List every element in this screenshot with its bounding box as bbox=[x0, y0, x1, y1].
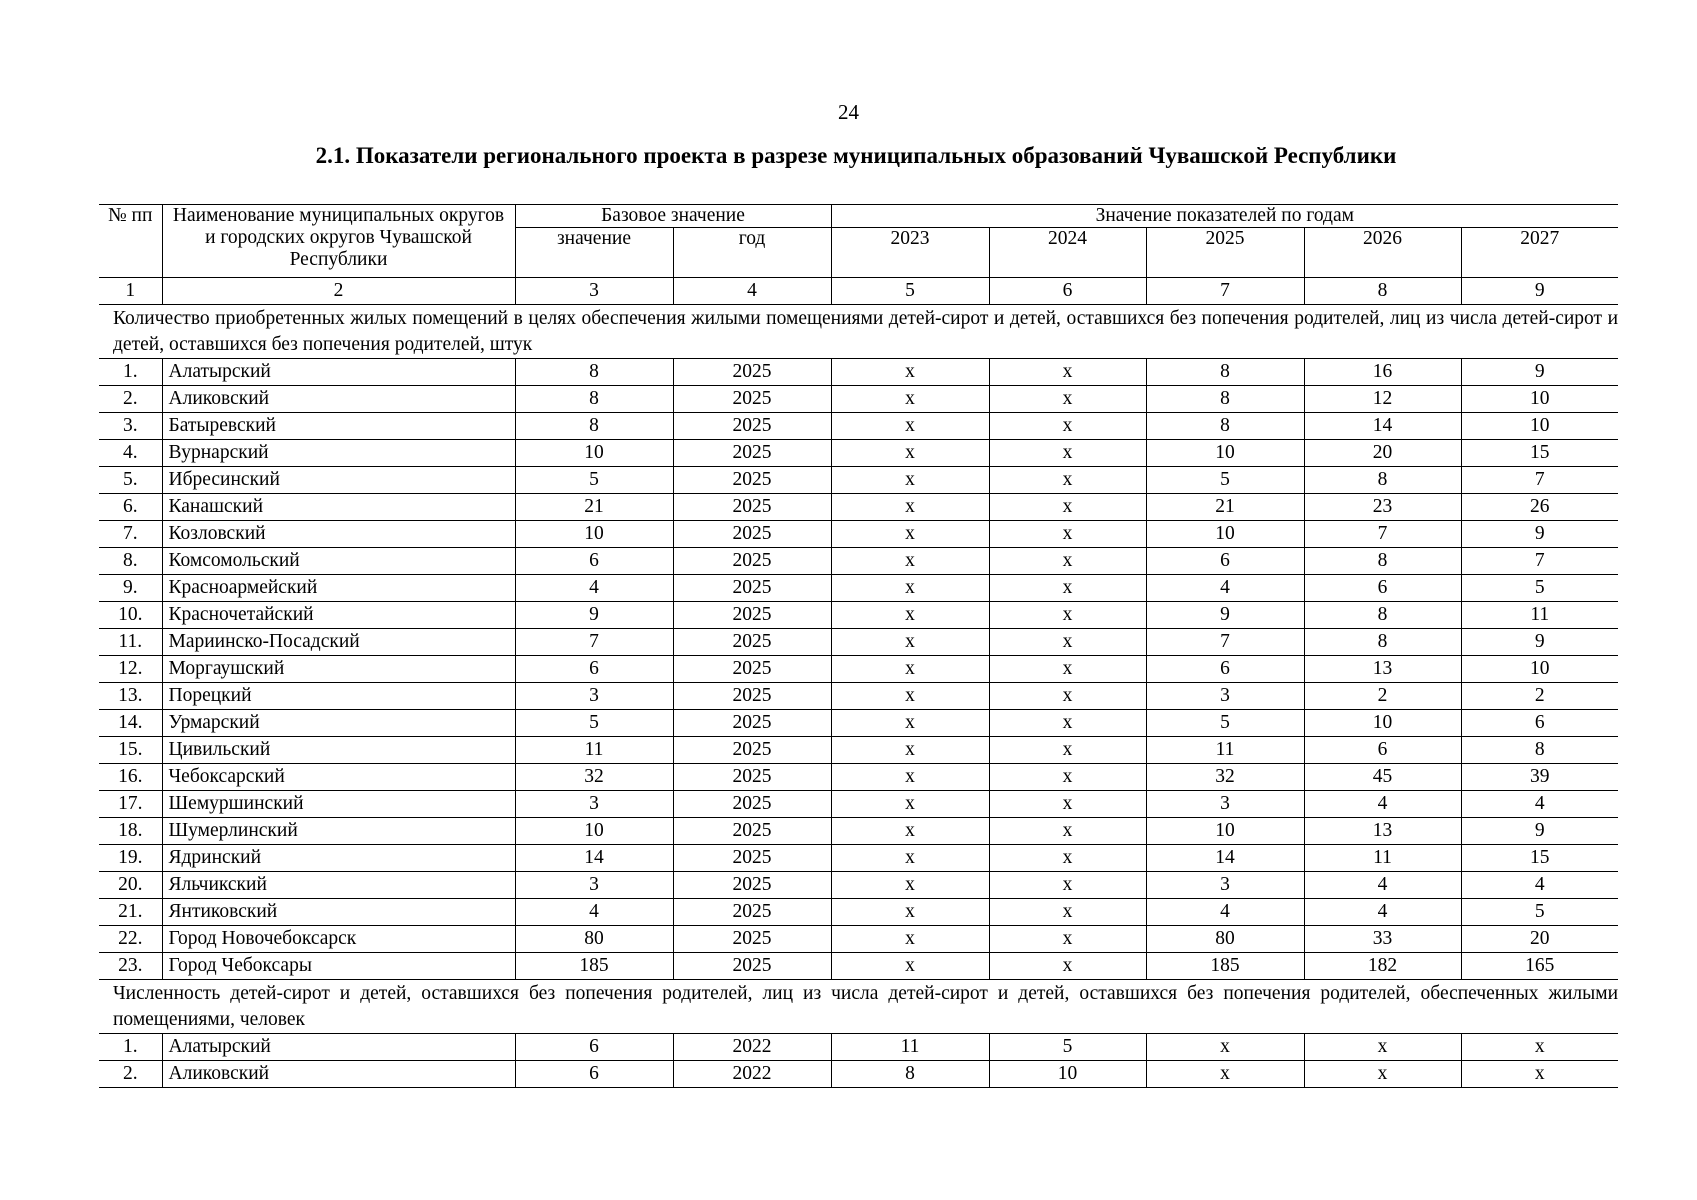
row-number: 2. bbox=[99, 1061, 162, 1088]
table-row bbox=[99, 602, 1618, 629]
row-number: 10. bbox=[99, 602, 162, 629]
table-row bbox=[99, 359, 1618, 386]
table-row bbox=[99, 413, 1618, 440]
table-cell: 20 bbox=[1304, 440, 1461, 467]
page-number: 24 bbox=[838, 100, 859, 124]
row-number: 3. bbox=[99, 413, 162, 440]
table-cell: 5 bbox=[1146, 467, 1304, 494]
row-number: 1. bbox=[99, 1034, 162, 1061]
table-cell: 10 bbox=[989, 1061, 1146, 1088]
table-cell: x bbox=[989, 440, 1146, 467]
table-cell: 14 bbox=[515, 845, 673, 872]
table-cell: x bbox=[989, 467, 1146, 494]
table-cell: 2025 bbox=[673, 818, 831, 845]
table-cell: 10 bbox=[1146, 818, 1304, 845]
table-cell: x bbox=[831, 683, 989, 710]
table-cell: 16 bbox=[1304, 359, 1461, 386]
table-row bbox=[99, 899, 1618, 926]
municipality-name: Яльчикский bbox=[162, 872, 515, 899]
table-cell: 21 bbox=[515, 494, 673, 521]
table-row bbox=[99, 737, 1618, 764]
table-cell: 15 bbox=[1461, 845, 1618, 872]
table-cell: 10 bbox=[1146, 521, 1304, 548]
municipality-name: Урмарский bbox=[162, 710, 515, 737]
table-cell: 9 bbox=[1461, 818, 1618, 845]
municipality-name: Цивильский bbox=[162, 737, 515, 764]
section-title: Количество приобретенных жилых помещений в целях обеспечения жилыми помещениями детей-сирот и детей, оставшихся без попечения родителей, лиц из числа детей-сирот и детей, оставшихся без попечения родителей, штук bbox=[99, 305, 1618, 359]
table-cell: 3 bbox=[1146, 791, 1304, 818]
table-cell: 80 bbox=[515, 926, 673, 953]
table-cell: x bbox=[1461, 1061, 1618, 1088]
row-number: 12. bbox=[99, 656, 162, 683]
table-cell: x bbox=[989, 494, 1146, 521]
table-cell: x bbox=[831, 953, 989, 980]
table-cell: 2 bbox=[1461, 683, 1618, 710]
table-cell: 11 bbox=[1146, 737, 1304, 764]
table-cell: 6 bbox=[515, 1061, 673, 1088]
table-cell: 10 bbox=[1146, 440, 1304, 467]
table-cell: x bbox=[831, 764, 989, 791]
table-row bbox=[99, 926, 1618, 953]
column-number: 1 bbox=[99, 278, 162, 305]
table-cell: 39 bbox=[1461, 764, 1618, 791]
table-cell: 2022 bbox=[673, 1061, 831, 1088]
table-cell: x bbox=[989, 926, 1146, 953]
table-cell: x bbox=[989, 602, 1146, 629]
table-cell: x bbox=[989, 791, 1146, 818]
table-cell: 26 bbox=[1461, 494, 1618, 521]
row-number: 4. bbox=[99, 440, 162, 467]
table-cell: 3 bbox=[1146, 872, 1304, 899]
table-row bbox=[99, 872, 1618, 899]
table-cell: 2025 bbox=[673, 440, 831, 467]
table-cell: 2025 bbox=[673, 710, 831, 737]
table-cell: x bbox=[831, 656, 989, 683]
table-cell: 6 bbox=[515, 656, 673, 683]
table-cell: 8 bbox=[1304, 602, 1461, 629]
table-row bbox=[99, 791, 1618, 818]
table-cell: 6 bbox=[1304, 575, 1461, 602]
table-cell: x bbox=[1461, 1034, 1618, 1061]
table-cell: 2025 bbox=[673, 791, 831, 818]
table-cell: x bbox=[989, 548, 1146, 575]
table-row bbox=[99, 629, 1618, 656]
table-cell: 7 bbox=[1461, 467, 1618, 494]
table-cell: 2025 bbox=[673, 845, 831, 872]
table-cell: 6 bbox=[1461, 710, 1618, 737]
table-cell: 5 bbox=[989, 1034, 1146, 1061]
municipality-name: Красноармейский bbox=[162, 575, 515, 602]
municipality-name: Порецкий bbox=[162, 683, 515, 710]
table-cell: 4 bbox=[1304, 899, 1461, 926]
table-row bbox=[99, 386, 1618, 413]
row-number: 13. bbox=[99, 683, 162, 710]
table-cell: x bbox=[1304, 1034, 1461, 1061]
table-row bbox=[99, 548, 1618, 575]
table-cell: 4 bbox=[515, 575, 673, 602]
table-cell: 2025 bbox=[673, 872, 831, 899]
table-cell: 5 bbox=[515, 467, 673, 494]
municipality-name: Батыревский bbox=[162, 413, 515, 440]
table-cell: 6 bbox=[1146, 656, 1304, 683]
table-cell: 3 bbox=[515, 683, 673, 710]
table-cell: x bbox=[1146, 1034, 1304, 1061]
table-cell: 33 bbox=[1304, 926, 1461, 953]
municipality-name: Комсомольский bbox=[162, 548, 515, 575]
table-cell: 12 bbox=[1304, 386, 1461, 413]
header-by-years: Значение показателей по годам bbox=[831, 205, 1618, 228]
table-cell: 5 bbox=[1461, 899, 1618, 926]
table-cell: 20 bbox=[1461, 926, 1618, 953]
table-cell: 3 bbox=[515, 872, 673, 899]
table-cell: 2025 bbox=[673, 899, 831, 926]
table-cell: 4 bbox=[1461, 791, 1618, 818]
table-row bbox=[99, 683, 1618, 710]
table-cell: 5 bbox=[1461, 575, 1618, 602]
table-row bbox=[99, 1061, 1618, 1088]
column-number: 4 bbox=[673, 278, 831, 305]
table-cell: 11 bbox=[1461, 602, 1618, 629]
table-cell: 182 bbox=[1304, 953, 1461, 980]
table-cell: 10 bbox=[1461, 386, 1618, 413]
table-cell: 8 bbox=[1304, 548, 1461, 575]
row-number: 22. bbox=[99, 926, 162, 953]
table-cell: x bbox=[831, 413, 989, 440]
section-row bbox=[99, 305, 1618, 359]
table-cell: x bbox=[989, 818, 1146, 845]
table-cell: 3 bbox=[1146, 683, 1304, 710]
table-cell: 6 bbox=[1146, 548, 1304, 575]
table-cell: 4 bbox=[1146, 899, 1304, 926]
municipality-name: Моргаушский bbox=[162, 656, 515, 683]
table-cell: 2025 bbox=[673, 656, 831, 683]
row-number: 6. bbox=[99, 494, 162, 521]
table-cell: x bbox=[831, 899, 989, 926]
indicators-table bbox=[99, 204, 1618, 1088]
table-cell: x bbox=[831, 440, 989, 467]
table-row bbox=[99, 494, 1618, 521]
table-cell: 8 bbox=[515, 359, 673, 386]
table-cell: x bbox=[831, 845, 989, 872]
table-cell: 14 bbox=[1304, 413, 1461, 440]
municipality-name: Шемуршинский bbox=[162, 791, 515, 818]
section-title: Численность детей-сирот и детей, оставшихся без попечения родителей, лиц из числа детей-сирот и детей, оставшихся без попечения родителей, обеспеченных жилыми помещениями, человек bbox=[99, 980, 1618, 1034]
municipality-name: Чебоксарский bbox=[162, 764, 515, 791]
table-cell: 10 bbox=[515, 521, 673, 548]
table-cell: x bbox=[989, 629, 1146, 656]
table-cell: 80 bbox=[1146, 926, 1304, 953]
table-cell: x bbox=[831, 521, 989, 548]
municipality-name: Город Новочебоксарск bbox=[162, 926, 515, 953]
table-cell: 2025 bbox=[673, 548, 831, 575]
table-cell: 2025 bbox=[673, 683, 831, 710]
table-cell: 185 bbox=[515, 953, 673, 980]
table-cell: x bbox=[1146, 1061, 1304, 1088]
column-number: 3 bbox=[515, 278, 673, 305]
header-year-2023: 2023 bbox=[831, 228, 989, 278]
table-cell: 15 bbox=[1461, 440, 1618, 467]
table-cell: 9 bbox=[1461, 359, 1618, 386]
table-cell: x bbox=[831, 602, 989, 629]
header-base-year: год bbox=[673, 228, 831, 278]
section-row bbox=[99, 980, 1618, 1034]
table-cell: 7 bbox=[1461, 548, 1618, 575]
table-cell: x bbox=[989, 710, 1146, 737]
row-number: 14. bbox=[99, 710, 162, 737]
table-cell: 4 bbox=[515, 899, 673, 926]
table-cell: x bbox=[989, 359, 1146, 386]
table-cell: x bbox=[831, 629, 989, 656]
table-cell: x bbox=[989, 899, 1146, 926]
row-number: 20. bbox=[99, 872, 162, 899]
row-number: 23. bbox=[99, 953, 162, 980]
header-year-2027: 2027 bbox=[1461, 228, 1618, 278]
table-cell: 2025 bbox=[673, 575, 831, 602]
table-cell: 11 bbox=[831, 1034, 989, 1061]
header-year-2026: 2026 bbox=[1304, 228, 1461, 278]
row-number: 5. bbox=[99, 467, 162, 494]
municipality-name: Ядринский bbox=[162, 845, 515, 872]
table-cell: x bbox=[989, 737, 1146, 764]
row-number: 2. bbox=[99, 386, 162, 413]
table-cell: x bbox=[989, 575, 1146, 602]
table-cell: 10 bbox=[515, 440, 673, 467]
table-cell: 11 bbox=[1304, 845, 1461, 872]
table-cell: 2025 bbox=[673, 386, 831, 413]
table-cell: 2025 bbox=[673, 413, 831, 440]
table-cell: 2025 bbox=[673, 494, 831, 521]
table-cell: 185 bbox=[1146, 953, 1304, 980]
column-number: 6 bbox=[989, 278, 1146, 305]
table-cell: x bbox=[989, 953, 1146, 980]
table-cell: x bbox=[989, 764, 1146, 791]
column-number: 9 bbox=[1461, 278, 1618, 305]
municipality-name: Город Чебоксары bbox=[162, 953, 515, 980]
municipality-name: Красночетайский bbox=[162, 602, 515, 629]
table-cell: 45 bbox=[1304, 764, 1461, 791]
table-cell: 2025 bbox=[673, 764, 831, 791]
table-cell: 7 bbox=[515, 629, 673, 656]
table-cell: 8 bbox=[1461, 737, 1618, 764]
table-row bbox=[99, 764, 1618, 791]
table-cell: x bbox=[831, 791, 989, 818]
table-cell: 9 bbox=[1461, 629, 1618, 656]
table-cell: 32 bbox=[515, 764, 673, 791]
municipality-name: Аликовский bbox=[162, 1061, 515, 1088]
table-row bbox=[99, 818, 1618, 845]
table-cell: 8 bbox=[1304, 629, 1461, 656]
table-cell: 3 bbox=[515, 791, 673, 818]
table-cell: 10 bbox=[515, 818, 673, 845]
table-cell: x bbox=[989, 413, 1146, 440]
table-cell: 2025 bbox=[673, 953, 831, 980]
table-row bbox=[99, 467, 1618, 494]
table-cell: 23 bbox=[1304, 494, 1461, 521]
table-cell: 6 bbox=[1304, 737, 1461, 764]
header-year-2025: 2025 bbox=[1146, 228, 1304, 278]
table-cell: 4 bbox=[1304, 872, 1461, 899]
table-cell: x bbox=[1304, 1061, 1461, 1088]
table-cell: 2025 bbox=[673, 602, 831, 629]
header-num: № пп bbox=[99, 205, 162, 278]
column-number: 7 bbox=[1146, 278, 1304, 305]
municipality-name: Алатырский bbox=[162, 1034, 515, 1061]
row-number: 8. bbox=[99, 548, 162, 575]
table-cell: 9 bbox=[1146, 602, 1304, 629]
municipality-name: Вурнарский bbox=[162, 440, 515, 467]
table-row bbox=[99, 953, 1618, 980]
row-number: 11. bbox=[99, 629, 162, 656]
municipality-name: Янтиковский bbox=[162, 899, 515, 926]
municipality-name: Шумерлинский bbox=[162, 818, 515, 845]
table-cell: 8 bbox=[1146, 386, 1304, 413]
row-number: 15. bbox=[99, 737, 162, 764]
table-cell: x bbox=[989, 386, 1146, 413]
table-cell: x bbox=[989, 683, 1146, 710]
table-cell: x bbox=[831, 710, 989, 737]
table-cell: x bbox=[831, 467, 989, 494]
table-cell: 13 bbox=[1304, 656, 1461, 683]
table-row bbox=[99, 440, 1618, 467]
table-cell: 7 bbox=[1146, 629, 1304, 656]
table-row bbox=[99, 710, 1618, 737]
table-cell: x bbox=[831, 737, 989, 764]
table-cell: x bbox=[831, 548, 989, 575]
municipality-name: Козловский bbox=[162, 521, 515, 548]
municipality-name: Алатырский bbox=[162, 359, 515, 386]
table-cell: 5 bbox=[515, 710, 673, 737]
table-cell: x bbox=[831, 359, 989, 386]
table-row bbox=[99, 656, 1618, 683]
row-number: 16. bbox=[99, 764, 162, 791]
table-row bbox=[99, 521, 1618, 548]
table-cell: 2 bbox=[1304, 683, 1461, 710]
municipality-name: Канашский bbox=[162, 494, 515, 521]
table-cell: x bbox=[831, 575, 989, 602]
row-number: 1. bbox=[99, 359, 162, 386]
table-cell: x bbox=[831, 926, 989, 953]
header-base: Базовое значение bbox=[515, 205, 831, 228]
row-number: 21. bbox=[99, 899, 162, 926]
table-cell: x bbox=[831, 386, 989, 413]
column-number: 8 bbox=[1304, 278, 1461, 305]
row-number: 19. bbox=[99, 845, 162, 872]
table-cell: 8 bbox=[515, 386, 673, 413]
table-cell: 2022 bbox=[673, 1034, 831, 1061]
table-cell: 11 bbox=[515, 737, 673, 764]
table-cell: 2025 bbox=[673, 629, 831, 656]
table-row bbox=[99, 845, 1618, 872]
table-row bbox=[99, 575, 1618, 602]
table-cell: 10 bbox=[1461, 656, 1618, 683]
table-cell: x bbox=[831, 494, 989, 521]
table-cell: 2025 bbox=[673, 467, 831, 494]
table-cell: 9 bbox=[1461, 521, 1618, 548]
column-number: 5 bbox=[831, 278, 989, 305]
table-cell: 8 bbox=[1146, 359, 1304, 386]
table-cell: x bbox=[989, 845, 1146, 872]
table-cell: 8 bbox=[831, 1061, 989, 1088]
table-cell: 4 bbox=[1461, 872, 1618, 899]
table-cell: 6 bbox=[515, 1034, 673, 1061]
municipality-name: Мариинско-Посадский bbox=[162, 629, 515, 656]
row-number: 18. bbox=[99, 818, 162, 845]
table-cell: 2025 bbox=[673, 737, 831, 764]
table-cell: 4 bbox=[1304, 791, 1461, 818]
table-cell: x bbox=[989, 656, 1146, 683]
header-year-2024: 2024 bbox=[989, 228, 1146, 278]
table-cell: 10 bbox=[1461, 413, 1618, 440]
header-name: Наименование муниципальных округов и городских округов Чувашской Республики bbox=[162, 205, 515, 278]
table-cell: x bbox=[989, 521, 1146, 548]
row-number: 17. bbox=[99, 791, 162, 818]
table-cell: 21 bbox=[1146, 494, 1304, 521]
header-base-value: значение bbox=[515, 228, 673, 278]
table-cell: 13 bbox=[1304, 818, 1461, 845]
table-cell: x bbox=[989, 872, 1146, 899]
table-cell: 32 bbox=[1146, 764, 1304, 791]
row-number: 9. bbox=[99, 575, 162, 602]
table-cell: 6 bbox=[515, 548, 673, 575]
table-cell: 4 bbox=[1146, 575, 1304, 602]
table-cell: 10 bbox=[1304, 710, 1461, 737]
municipality-name: Аликовский bbox=[162, 386, 515, 413]
table-cell: 2025 bbox=[673, 521, 831, 548]
table-row bbox=[99, 1034, 1618, 1061]
table-cell: 14 bbox=[1146, 845, 1304, 872]
table-cell: 165 bbox=[1461, 953, 1618, 980]
column-number: 2 bbox=[162, 278, 515, 305]
municipality-name: Ибресинский bbox=[162, 467, 515, 494]
column-numbers-row bbox=[99, 278, 1618, 305]
table-cell: 7 bbox=[1304, 521, 1461, 548]
table-cell: x bbox=[831, 818, 989, 845]
header-row-1 bbox=[99, 205, 1618, 228]
table-cell: 2025 bbox=[673, 359, 831, 386]
table-cell: 9 bbox=[515, 602, 673, 629]
table-cell: 8 bbox=[515, 413, 673, 440]
table-cell: 8 bbox=[1304, 467, 1461, 494]
table-cell: 8 bbox=[1146, 413, 1304, 440]
table-cell: 2025 bbox=[673, 926, 831, 953]
table-cell: x bbox=[831, 872, 989, 899]
row-number: 7. bbox=[99, 521, 162, 548]
table-cell: 5 bbox=[1146, 710, 1304, 737]
document-title: 2.1. Показатели регионального проекта в разрезе муниципальных образований Чувашской Республики bbox=[315, 143, 1397, 168]
